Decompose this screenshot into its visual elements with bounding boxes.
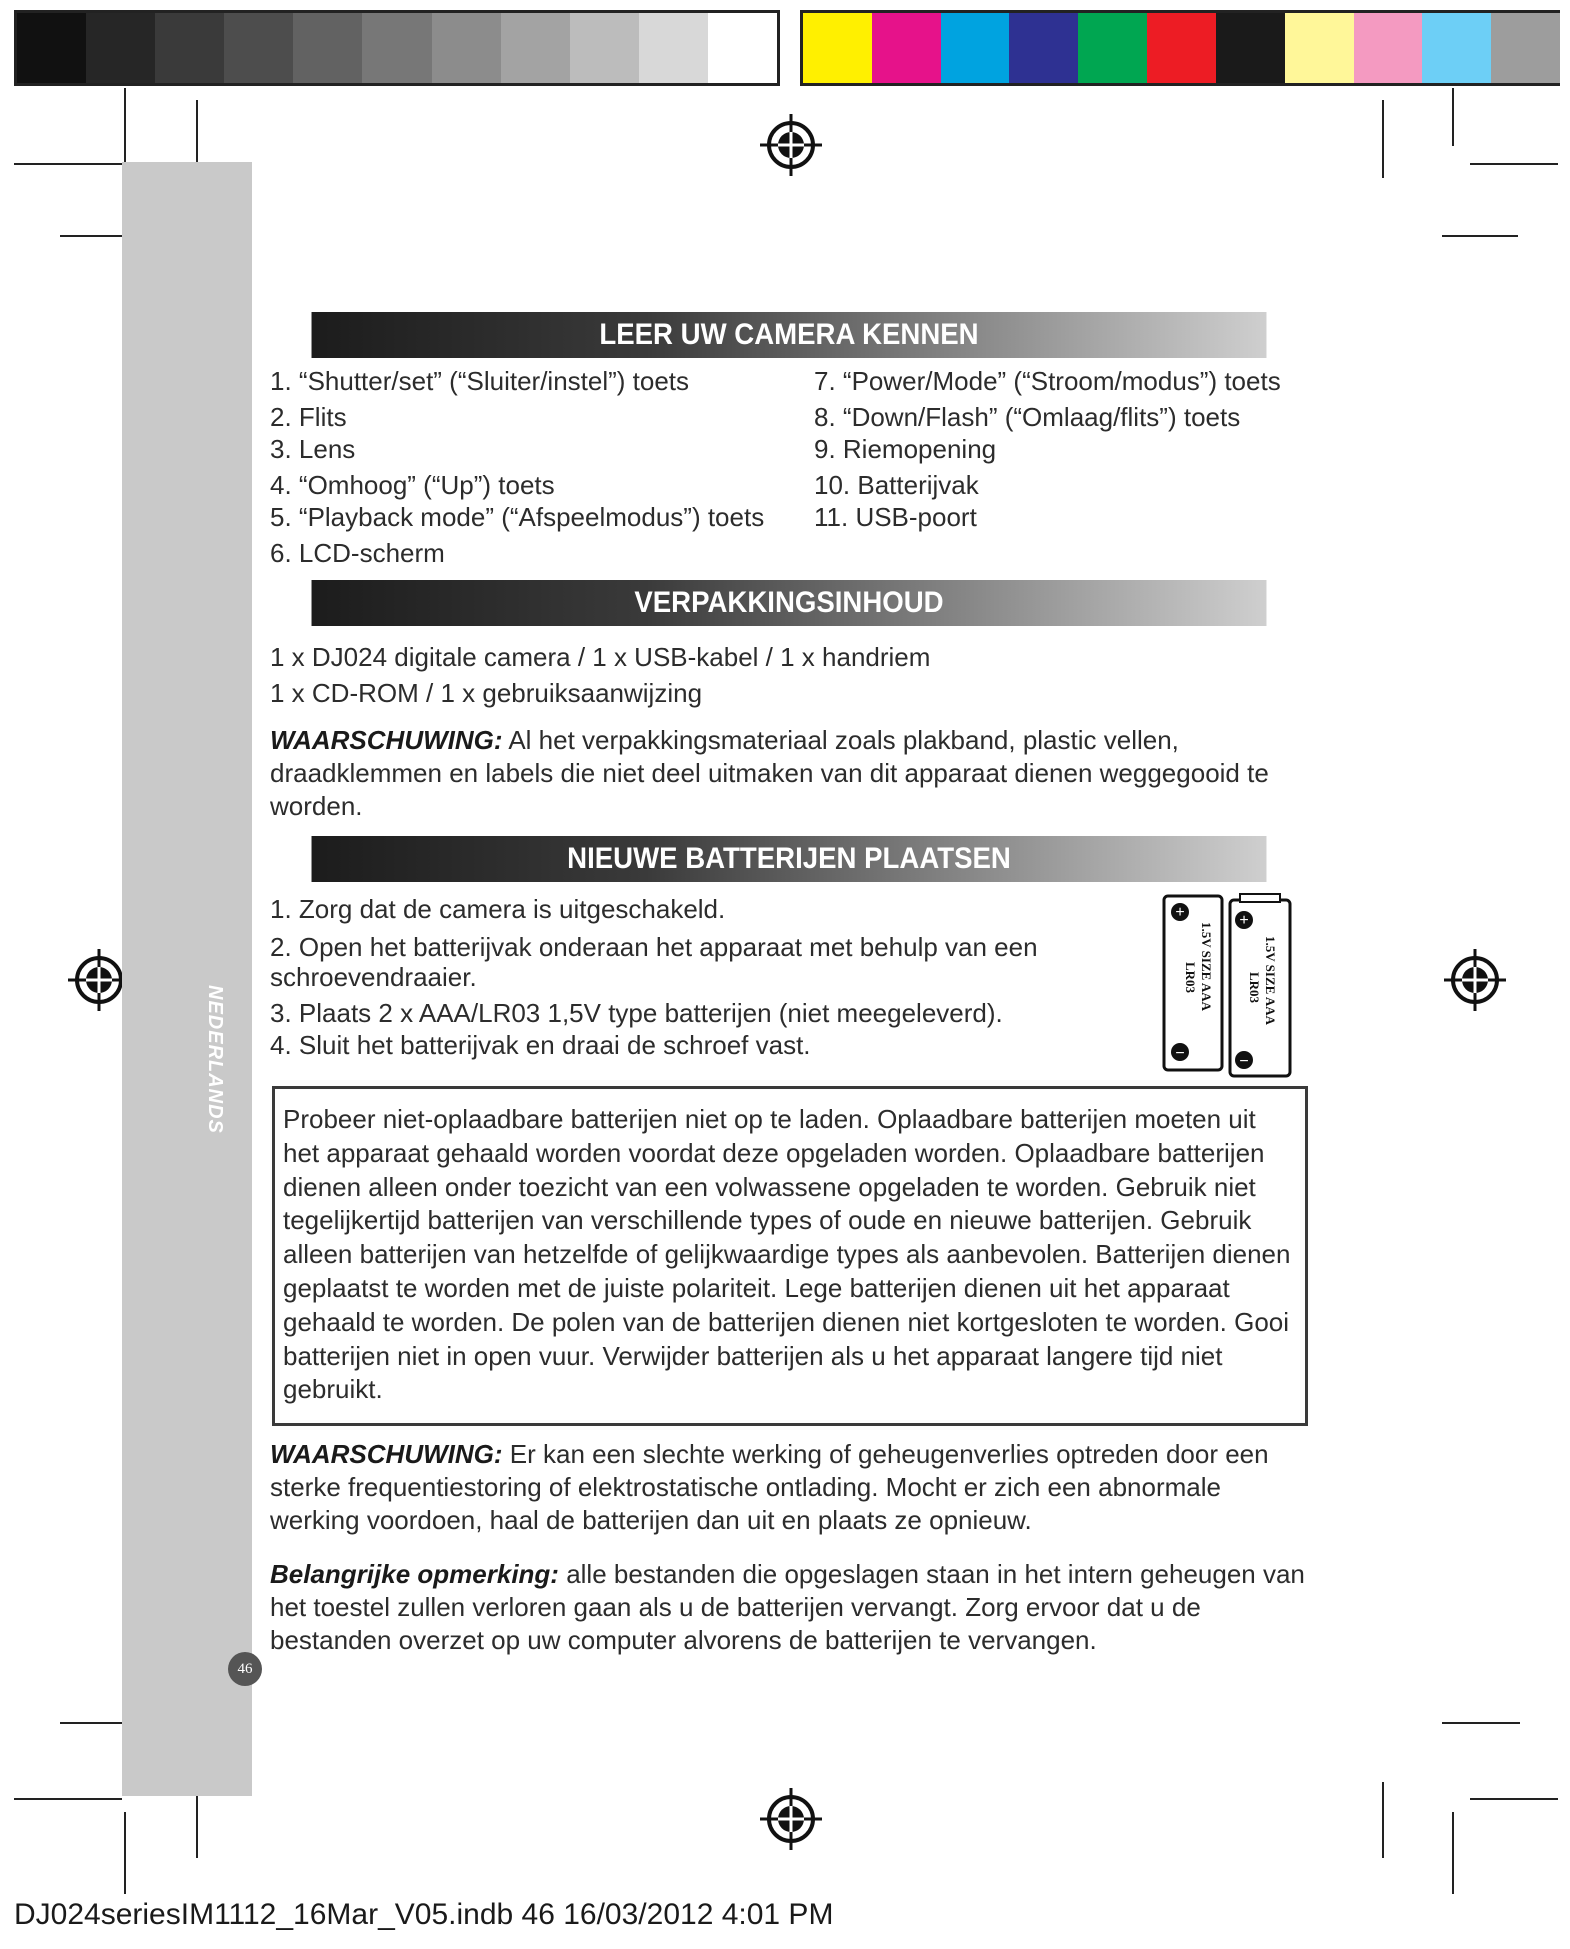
color-swatch [1009, 13, 1078, 83]
camera-part-item: 10. Batterijvak [814, 470, 979, 500]
battery-2-type-label: LR03 [1247, 972, 1262, 1004]
camera-part-item: 2. Flits [270, 402, 347, 432]
section-title-batteries: NIEUWE BATTERIJEN PLAATSEN [312, 836, 1267, 882]
color-swatch [1216, 13, 1285, 83]
battery-minus-bottom-2: − [1239, 1053, 1249, 1070]
camera-part-item: 9. Riemopening [814, 434, 997, 464]
battery-minus-bottom: − [1175, 1045, 1185, 1062]
section-title-package: VERPAKKINGSINHOUD [312, 580, 1267, 626]
crop-mark [124, 88, 126, 168]
camera-part-item: 7. “Power/Mode” (“Stroom/modus”) toets [814, 366, 1281, 396]
color-swatch [941, 13, 1010, 83]
battery-1-type-label: LR03 [1183, 962, 1198, 994]
crop-mark [60, 235, 122, 237]
warning-label-2: WAARSCHUWING: [270, 1439, 503, 1469]
package-line-2: 1 x CD-ROM / 1 x gebruiksaanwijzing [270, 678, 703, 708]
battery-plus-top-2: + [1239, 912, 1249, 929]
print-slug: DJ024seriesIM1112_16Mar_V05.indb 46 16/03/2012 4:01 PM [14, 1898, 834, 1931]
crop-mark [1442, 235, 1518, 237]
color-swatch [1285, 13, 1354, 83]
camera-part-item: 1. “Shutter/set” (“Sluiter/instel”) toets [270, 366, 690, 396]
interference-warning [270, 1438, 1310, 1537]
color-swatch [1422, 13, 1491, 83]
crop-mark [14, 163, 122, 165]
warning-text-2: Er kan een slechte werking of geheugenverlies optreden door een sterke frequentiestoring of elektrostatische ontlading. Mocht er zich een abnormale werking voordoen, haal de batterijen dan uit en plaats ze opnieuw. [270, 1439, 1269, 1535]
color-swatch [803, 13, 872, 83]
gray-swatch [362, 13, 431, 83]
gray-swatch [17, 13, 86, 83]
note-label: Belangrijke opmerking: [270, 1559, 559, 1589]
camera-part-item: 6. LCD-scherm [270, 538, 445, 568]
warning-text: Al het verpakkingsmateriaal zoals plakband, plastic vellen, draadklemmen en labels die niet deel uitmaken van dit apparaat dienen weggegooid te worden. [270, 725, 1269, 821]
crop-mark [14, 1798, 122, 1800]
crop-mark [1452, 1812, 1454, 1894]
gray-swatch [639, 13, 708, 83]
crop-mark [196, 100, 198, 168]
battery-step-1: 1. Zorg dat de camera is uitgeschakeld. [270, 894, 726, 924]
registration-mark-icon [758, 1786, 824, 1852]
language-sidebar [122, 162, 252, 1796]
batteries-illustration-icon [1160, 892, 1296, 1080]
battery-step-2: 2. Open het batterijvak onderaan het apparaat met behulp van een [270, 932, 1038, 962]
gray-swatch [501, 13, 570, 83]
crop-mark [1470, 163, 1558, 165]
color-swatch [1491, 13, 1560, 83]
package-warning [270, 724, 1310, 823]
gray-swatch [708, 13, 777, 83]
battery-step-3: 3. Plaats 2 x AAA/LR03 1,5V type batterijen (niet meegeleverd). [270, 998, 1003, 1028]
crop-mark [1452, 88, 1454, 146]
warning-label: WAARSCHUWING: [270, 725, 503, 755]
language-label: NEDERLANDS [204, 985, 226, 1134]
color-swatch [1078, 13, 1147, 83]
note-text: alle bestanden die opgeslagen staan in het intern geheugen van het toestel zullen verloren gaan als u de batterijen vervangt. Zorg ervoor dat u de bestanden overzet op uw computer alvorens de batterijen te vervangen. [270, 1559, 1305, 1655]
battery-safety-box: Probeer niet-oplaadbare batterijen niet op te laden. Oplaadbare batterijen moeten uit het apparaat gehaald worden voordat deze opgeladen worden. Oplaadbare batterijen dienen alleen onder toezicht van een volwassene opgeladen te worden. Gebruik niet tegelijkertijd batterijen van verschillende types of oude en nieuwe batterijen. Gebruik alleen batterijen van hetzelfde of gelijkwaardige types als aanbevolen. Batterijen dienen geplaatst te worden met de juiste polariteit. Lege batterijen dienen uit het apparaat gehaald te worden. De polen van de batterijen dienen niet kortgesloten te worden. Gooi batterijen niet in open vuur. Verwijder batterijen als u het apparaat langere tijd niet gebruikt. [272, 1086, 1308, 1426]
important-note [270, 1558, 1310, 1657]
color-calibration-strip [800, 10, 1560, 86]
crop-mark [124, 1812, 126, 1894]
camera-part-item: 5. “Playback mode” (“Afspeelmodus”) toets [270, 502, 765, 532]
package-line-1: 1 x DJ024 digitale camera / 1 x USB-kabel / 1 x handriem [270, 642, 931, 672]
color-swatch [1147, 13, 1216, 83]
camera-part-item: 3. Lens [270, 434, 356, 464]
grayscale-calibration-strip [14, 10, 780, 86]
gray-swatch [155, 13, 224, 83]
camera-part-item: 11. USB-poort [814, 502, 977, 532]
battery-2-size-label: 1.5V SIZE AAA [1263, 936, 1278, 1025]
crop-mark [1470, 1798, 1558, 1800]
crop-mark [1442, 1722, 1520, 1724]
crop-mark [1382, 100, 1384, 178]
gray-swatch [224, 13, 293, 83]
gray-swatch [293, 13, 362, 83]
battery-1-size-label: 1.5V SIZE AAA [1199, 922, 1214, 1011]
section-title-camera: LEER UW CAMERA KENNEN [312, 312, 1267, 358]
color-swatch [872, 13, 941, 83]
gray-swatch [86, 13, 155, 83]
registration-mark-icon [1442, 947, 1508, 1013]
battery-plus-top: + [1175, 904, 1185, 921]
battery-step-4: 4. Sluit het batterijvak en draai de schroef vast. [270, 1030, 811, 1060]
registration-mark-icon [758, 112, 824, 178]
gray-swatch [432, 13, 501, 83]
camera-part-item: 8. “Down/Flash” (“Omlaag/flits”) toets [814, 402, 1241, 432]
color-swatch [1354, 13, 1423, 83]
battery-step-2-cont: schroevendraaier. [270, 962, 477, 992]
page-number: 46 [228, 1652, 262, 1686]
crop-mark [1382, 1782, 1384, 1858]
gray-swatch [570, 13, 639, 83]
camera-part-item: 4. “Omhoog” (“Up”) toets [270, 470, 555, 500]
